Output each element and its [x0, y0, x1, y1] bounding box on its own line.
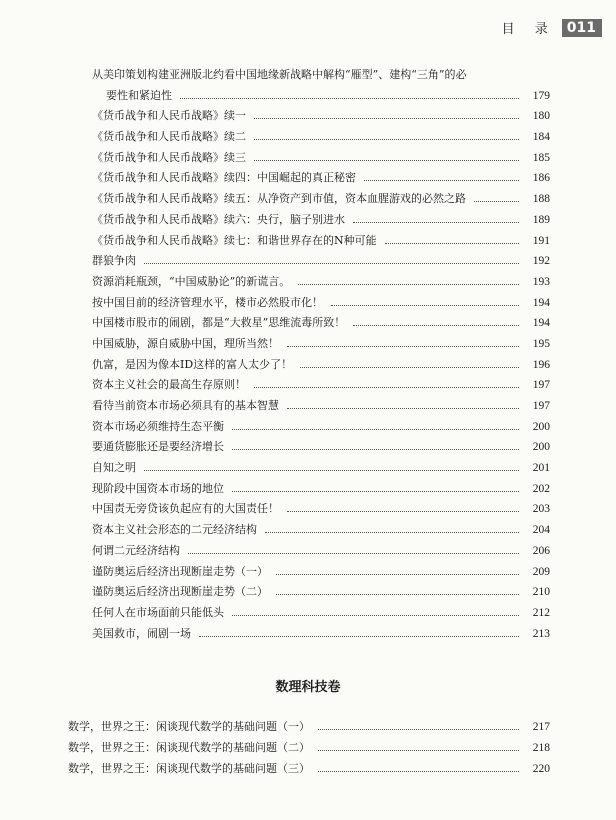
toc-entry-page: 189: [532, 213, 550, 226]
toc-entry: [92, 82, 550, 103]
toc-entry-title: 中国威胁，源自威胁中国，理所当然！: [92, 336, 279, 350]
dot-leader: [232, 491, 519, 492]
toc-entry: [92, 66, 550, 82]
dot-leader: [232, 449, 519, 450]
toc-entry: [92, 579, 550, 600]
toc-entry: [92, 558, 550, 579]
toc-entry: [92, 351, 550, 372]
toc-entry: [92, 248, 550, 269]
toc-entry-page: 209: [532, 565, 550, 578]
toc-entry: [92, 310, 550, 331]
toc-entry-page: 204: [532, 524, 550, 537]
dot-leader: [318, 729, 519, 730]
toc-entry-title: 《货币战争和人民币战略》续七：和谐世界存在的N种可能: [92, 233, 377, 247]
toc-entry-page: 185: [532, 151, 550, 164]
table-of-contents: [92, 66, 550, 641]
toc-entry: [92, 372, 550, 393]
toc-entry: [92, 392, 550, 413]
dot-leader: [276, 574, 519, 575]
toc-entry-page: 193: [532, 275, 550, 288]
toc-entry-page: 186: [532, 172, 550, 185]
toc-entry: [68, 713, 550, 734]
toc-entry-page: 220: [532, 763, 550, 775]
section-title: 数理科技卷: [275, 680, 341, 695]
dot-leader: [300, 367, 519, 368]
toc-entry-page: 197: [532, 400, 550, 412]
toc-entry-page: 192: [532, 255, 550, 268]
toc-entry-title: 《货币战争和人民币战略》续六：央行，脑子别进水: [92, 212, 345, 226]
toc-entry-page: 195: [532, 337, 550, 350]
toc-entry: [92, 434, 550, 455]
dot-leader: [287, 346, 519, 347]
toc-entry-title: 谨防奥运后经济出现断崖走势（一）: [92, 564, 268, 578]
dot-leader: [318, 771, 519, 772]
toc-entry: [92, 165, 550, 186]
dot-leader: [353, 325, 519, 326]
toc-entry-title: 资本市场必须维持生态平衡: [92, 419, 224, 433]
toc-entry-title: 谨防奥运后经济出现断崖走势（二）: [92, 585, 268, 599]
toc-entry: [92, 185, 550, 206]
toc-entry-page: 210: [532, 586, 550, 599]
dot-leader: [276, 594, 519, 595]
toc-entry-page: 191: [532, 234, 550, 247]
toc-entry: [92, 496, 550, 517]
toc-entry-title: 《货币战争和人民币战略》续二: [92, 130, 246, 144]
toc-entry: [92, 413, 550, 434]
toc-entry-title: 看待当前资本市场必须具有的基本智慧: [92, 399, 279, 412]
header-title: 目 录: [501, 22, 556, 37]
toc-entry-page: 217: [532, 721, 550, 733]
dot-leader: [298, 284, 519, 285]
toc-entry-title: 美国救市，闹剧一场: [92, 626, 191, 640]
toc-entry-title: 按中国目前的经济管理水平，楼市必然股市化！: [92, 295, 323, 309]
toc-entry-title: 仇富，是因为像本ID这样的富人太少了！: [92, 357, 293, 371]
toc-entry: [92, 123, 550, 144]
toc-entry-title: 自知之明: [92, 461, 136, 475]
toc-entry: [92, 206, 550, 227]
toc-entry-page: 200: [532, 441, 550, 454]
toc-entry: [92, 620, 550, 641]
toc-entry-title: 何谓二元经济结构: [92, 543, 180, 557]
dot-leader: [254, 139, 519, 140]
toc-entry-title: 任何人在市场面前只能低头: [92, 605, 224, 619]
toc-entry-page: 188: [532, 193, 550, 206]
dot-leader: [144, 263, 519, 264]
toc-entry: [92, 268, 550, 289]
dot-leader: [353, 222, 519, 223]
toc-entry: [68, 734, 550, 755]
toc-entry-page: 201: [532, 462, 550, 475]
dot-leader: [265, 532, 519, 533]
toc-entry: [68, 755, 550, 776]
toc-entry: [92, 599, 550, 620]
toc-entry: [92, 144, 550, 165]
toc-entry-page: 180: [532, 110, 550, 123]
toc-entry-page: 179: [532, 89, 550, 102]
dot-leader: [254, 387, 519, 388]
toc-entry-title: 数学，世界之王：闲谈现代数学的基础问题（三）: [68, 762, 310, 775]
dot-leader: [364, 180, 519, 181]
toc-entry-page: 194: [532, 317, 550, 330]
dot-leader: [232, 615, 519, 616]
toc-entry-title: 从美印策划构建亚洲版北约看中国地缘新战略中解构“雁型”、建构“三角”的必: [92, 68, 467, 81]
dot-leader: [287, 511, 519, 512]
toc-entry-title: 《货币战争和人民币战略》续五：从净资产到市值，资本血腥游戏的必然之路: [92, 192, 466, 206]
toc-entry: [92, 103, 550, 124]
dot-leader: [385, 243, 519, 244]
toc-entry-page: 203: [532, 503, 550, 516]
toc-entry: [92, 330, 550, 351]
dot-leader: [188, 553, 519, 554]
toc-entry-title: 《货币战争和人民币战略》续四：中国崛起的真正秘密: [92, 171, 356, 185]
toc-entry-page: 194: [532, 296, 550, 309]
toc-entry-page: 218: [532, 742, 550, 754]
dot-leader: [232, 429, 519, 430]
toc-entry-page: 196: [532, 358, 550, 371]
toc-entry-title: 资源消耗瓶颈，“中国威胁论”的新谎言。: [92, 274, 291, 288]
dot-leader: [199, 636, 519, 637]
toc-entry-title: 中国责无旁贷该负起应有的大国责任！: [92, 502, 279, 516]
dot-leader: [254, 118, 519, 119]
page-number-badge: 011: [562, 19, 602, 37]
dot-leader: [474, 201, 519, 202]
toc-entry-page: 184: [532, 131, 550, 144]
page-header: [502, 18, 602, 37]
toc-entry-page: 213: [532, 627, 550, 640]
toc-entry-title: 群狼争肉: [92, 254, 136, 268]
section-table-of-contents: [68, 713, 550, 776]
toc-entry-page: 212: [532, 606, 550, 619]
dot-leader: [287, 408, 519, 409]
toc-entry-title: 要性和紧迫性: [106, 88, 172, 102]
toc-entry-page: 202: [532, 482, 550, 495]
toc-entry-title: 《货币战争和人民币战略》续三: [92, 150, 246, 164]
dot-leader: [254, 160, 519, 161]
dot-leader: [318, 750, 519, 751]
toc-entry-title: 要通货膨胀还是要经济增长: [92, 440, 224, 454]
toc-entry: [92, 227, 550, 248]
toc-entry-page: 200: [532, 420, 550, 433]
dot-leader: [144, 470, 519, 471]
toc-entry-title: 中国楼市股市的闹剧，都是“大救星”思维流毒所致！: [92, 316, 346, 330]
toc-entry: [92, 475, 550, 496]
toc-entry-title: 现阶段中国资本市场的地位: [92, 481, 224, 495]
toc-entry: [92, 537, 550, 558]
toc-entry: [92, 289, 550, 310]
toc-entry: [92, 516, 550, 537]
toc-entry-page: 206: [532, 544, 550, 557]
toc-entry-title: 资本主义社会形态的二元经济结构: [92, 523, 257, 537]
toc-entry-title: 资本主义社会的最高生存原则！: [92, 378, 246, 392]
toc-entry-title: 数学，世界之王：闲谈现代数学的基础问题（一）: [68, 720, 310, 733]
toc-entry-title: 《货币战争和人民币战略》续一: [92, 109, 246, 123]
dot-leader: [180, 98, 519, 99]
toc-entry-page: 197: [532, 379, 550, 392]
dot-leader: [331, 305, 519, 306]
toc-entry: [92, 454, 550, 475]
toc-entry-title: 数学，世界之王：闲谈现代数学的基础问题（二）: [68, 741, 310, 754]
